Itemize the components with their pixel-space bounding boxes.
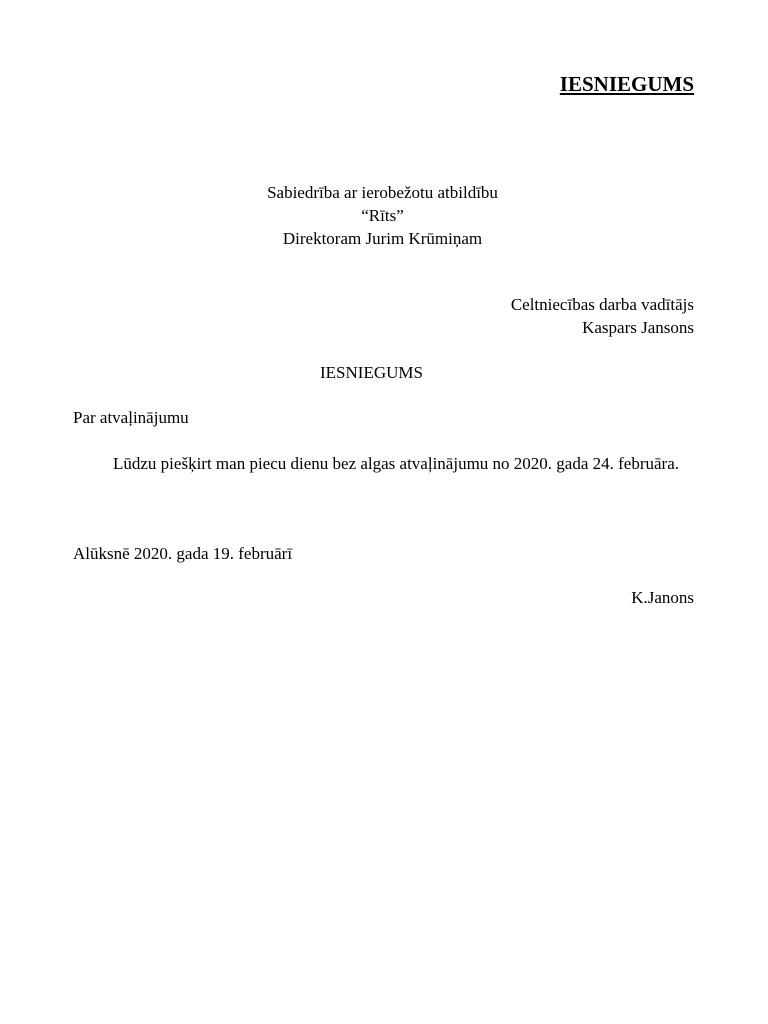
sender-name: Kaspars Jansons	[582, 318, 694, 337]
sender-position: Celtniecības darba vadītājs	[510, 295, 694, 314]
sender-block	[511, 293, 694, 339]
place-and-date: Alūksnē 2020. gada 19. februārī	[73, 544, 293, 563]
document-title: IESNIEGUMS	[559, 72, 694, 96]
document-heading: IESNIEGUMS	[320, 363, 423, 382]
recipient-company-name: “Rīts”	[361, 206, 404, 225]
document-subject: Par atvaļinājumu	[73, 408, 189, 427]
recipient-block	[180, 181, 585, 250]
signature: K.Janons	[631, 588, 694, 607]
document-body: Lūdzu piešķirt man piecu dienu bez algas atvaļinājumu no 2020. gada 24. februāra.	[113, 454, 680, 473]
recipient-company-type: Sabiedrība ar ierobežotu atbildību	[267, 183, 498, 202]
recipient-director: Direktoram Jurim Krūmiņam	[282, 229, 483, 248]
